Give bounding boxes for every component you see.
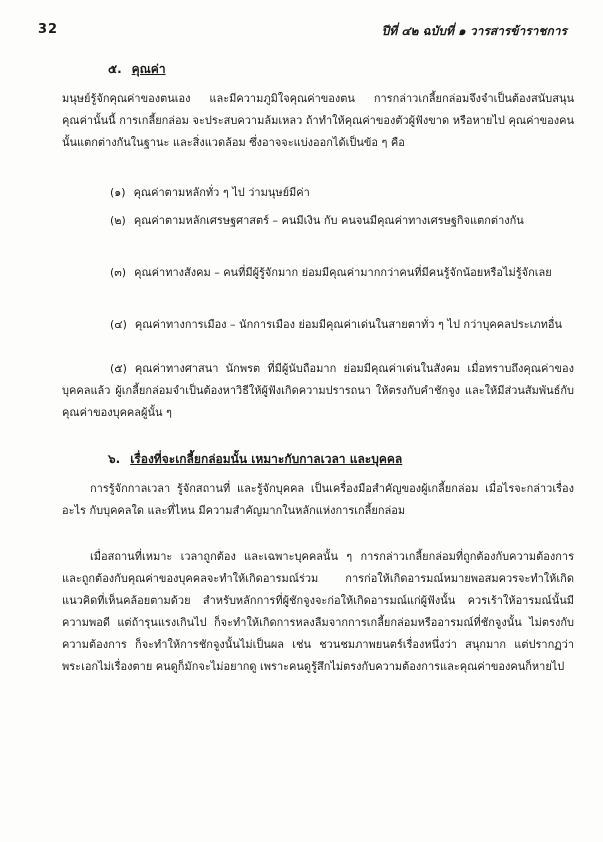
- section-5-intro: มนุษย์รู้จักคุณค่าของตนเอง และมีความภูมิใจคุณค่าของตน การกล่าวเกลี้ยกล่อมจึงจำเป็นต้องสนับสนุนคุณค่านั้นนี้ การเกลี้ยกล่อม จะประสบความล้มเหลว ถ้าทำให้คุณค่าของตัวผู้ฟังขาด หรือหายไป คุณค่าของคนนั้นแตกต่างกันในฐานะ และสิ่งแวดล้อม ซึ่งอาจจะแบ่งออกได้เป็นข้อ ๆ คือ: [62, 92, 574, 149]
- list-text: คุณค่าตามหลักทั่ว ๆ ไป ว่ามนุษย์มีค่า: [133, 186, 310, 199]
- list-text: คุณค่าทางการเมือง – นักการเมือง ย่อมมีคุณค่าเด่นในสายตาทั่ว ๆ ไป กว่าบุคคลประเภทอื่น: [134, 318, 563, 331]
- section-5-heading: [108, 60, 166, 79]
- section-6-paragraph-1: การรู้จักกาลเวลา รู้จักสถานที่ และรู้จักบุคคล เป็นเครื่องมือสำคัญของผู้เกลี้ยกล่อม เมื่อไรจะกล่าวเรื่องอะไร กับบุคคลใด และที่ไหน มีความสำคัญมากในหลักแห่งการเกลี้ยกล่อม: [62, 482, 574, 517]
- page-header: [38, 22, 567, 44]
- section-6-title: เรื่องที่จะเกลี้ยกล่อมนั้น เหมาะกับกาลเวลา และบุคคล: [130, 452, 403, 466]
- list-marker: (๒): [110, 214, 126, 227]
- list-text: คุณค่าตามหลักเศรษฐศาสตร์ – คนมีเงิน กับ คนจนมีคุณค่าทางเศรษฐกิจแตกต่างกัน: [133, 214, 524, 227]
- section-6-paragraph-2: เมื่อสถานที่เหมาะ เวลาถูกต้อง และเฉพาะบุคคลนั้น ๆ การกล่าวเกลี้ยกล่อมที่ถูกต้องกับความต้องการ และถูกต้องกับคุณค่าของบุคคลจะทำให้เกิดอารมณ์ร่วม การก่อให้เกิดอารมณ์หมายพอสมควรจะทำให้เกิดแนวคิดที่เห็นคล้อยตามด้วย สำหรับหลักการที่ผู้ชักจูงจะก่อให้เกิดอารมณ์แก่ผู้ฟังนั้น ควรเร้าให้อารมณ์นั้นมีความพอดี แต่ถ้ารุนแรงเกินไป ก็จะทำให้เกิดการหลงลืมจากการเกลี้ยกล่อมหรืออารมณ์ที่ชักจูงนั้น ไม่ตรงกับความต้องการ ก็จะทำให้การชักจูงนั้นไม่เป็นผล เช่น ชวนชมภาพยนตร์เรื่องหนึ่งว่า สนุกมาก แต่ปรากฏว่าพระเอกไม่เรื่องตาย คนดูก็มักจะไม่อยากดู เพราะคนดูรู้สึกไม่ตรงกับความต้องการและคุณค่าของคนก็หายไป: [62, 550, 574, 673]
- list-marker: (๔): [110, 318, 127, 331]
- list-text: คุณค่าทางศาสนา นักพรต ที่มีผู้นับถือมาก ย่อมมีคุณค่าเด่นในสังคม เมื่อทราบถึงคุณค่าของบุคคลแล้ว ผู้เกลี้ยกล่อมจำเป็นต้องหาวิธีให้ผู้ฟังเกิดความปรารถนา ให้ตรงกับคำชักจูง และให้มีส่วนสัมพันธ์กับคุณค่าของบุคคลผู้นั้น ๆ: [62, 362, 574, 419]
- list-marker: (๑): [110, 186, 126, 199]
- list-marker: (๕): [110, 362, 127, 375]
- section-5-number: ๕.: [108, 62, 122, 76]
- section-5-title: คุณค่า: [131, 62, 166, 76]
- section-6-heading: [108, 450, 402, 469]
- page-number: 32: [38, 22, 59, 37]
- list-item: [62, 182, 574, 204]
- running-head: ปีที่ ๔๒ ฉบับที่ ๑ วารสารข้าราชการ: [381, 24, 567, 38]
- list-marker: (๓): [110, 266, 127, 279]
- section-6-number: ๖.: [108, 452, 121, 466]
- list-item: [62, 262, 574, 284]
- list-item: [62, 358, 574, 424]
- list-item: [62, 210, 574, 232]
- list-text: คุณค่าทางสังคม – คนที่มีผู้รู้จักมาก ย่อมมีคุณค่ามากกว่าคนที่มีคนรู้จักน้อยหรือไม่รู้จักเลย: [134, 266, 552, 279]
- list-item: [62, 314, 574, 336]
